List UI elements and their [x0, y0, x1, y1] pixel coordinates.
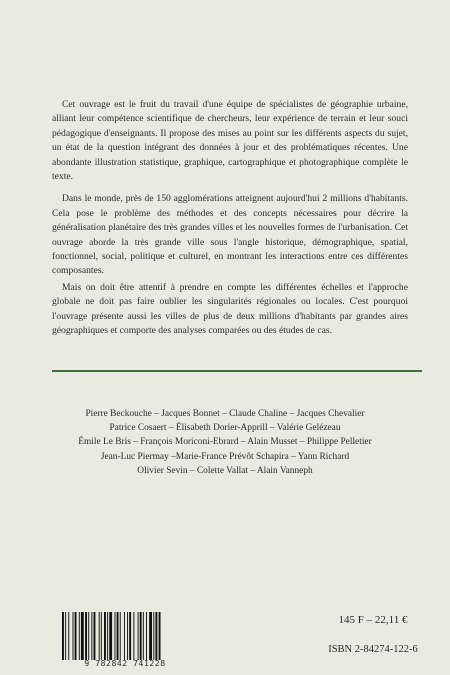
barcode-number: 9 782842 741228	[84, 659, 166, 668]
author-line: Émile Le Bris – François Moriconi-Ebrard – Alain Musset – Philippe Pelletier	[78, 437, 372, 448]
price-label: 145 F – 22,11 €	[338, 614, 408, 626]
author-list	[40, 407, 410, 478]
blurb-paragraph-1: Cet ouvrage est le fruit du travail d'une équipe de spécialistes de géographie urbaine, alliant leur compétence scientifique de chercheurs, leur expérience de terrain et leur souci pédagogique d'enseignants. Il propose des mises au point sur les différents aspects du sujet, un état de la question intégrant des données à jour et des problématiques récentes. Une abondante illustration statistique, graphique, cartographique et photographique complète le texte.	[52, 99, 408, 183]
cover-blurb	[52, 98, 408, 347]
author-line: Jean-Luc Piermay –Marie-France Prévôt Schapira – Yann Richard	[100, 451, 350, 462]
author-line: Pierre Beckouche – Jacques Bonnet – Claude Chaline – Jacques Chevalier	[85, 409, 365, 419]
author-line: Olivier Sevin – Colette Vallat – Alain Vanneph	[137, 465, 313, 476]
barcode	[60, 612, 190, 660]
blurb-paragraph-3: Mais on doit être attentif à prendre en compte les différentes échelles et l'approche globale ne doit pas faire oublier les singularités régionales ou locales. C'est pourquoi l'ouvrage présente aussi les villes de plus de deux millions d'habitants par grandes aires géographiques et comporte des analyses comparées ou des études de cas.	[52, 281, 408, 337]
blurb-paragraph-2: Dans le monde, près de 150 agglomérations atteignent aujourd'hui 2 millions d'habitants. Cela pose le problème des méthodes et des concepts nécessaires pour décrire la généralisation planétaire des très grandes villes et les nouvelles formes de l'urbanisation. Cet ouvrage aborde la très grande ville sous l'angle historique, démographique, spatial, fonctionnel, social, politique et culturel, en montrant les interactions entre ces différentes composantes.	[52, 193, 408, 277]
author-line: Patrice Cosaert – Élisabeth Dorier-Apprill – Valérie Gelézeau	[109, 423, 341, 434]
isbn-label: ISBN 2-84274-122-6	[328, 644, 418, 655]
divider-rule	[52, 370, 422, 372]
